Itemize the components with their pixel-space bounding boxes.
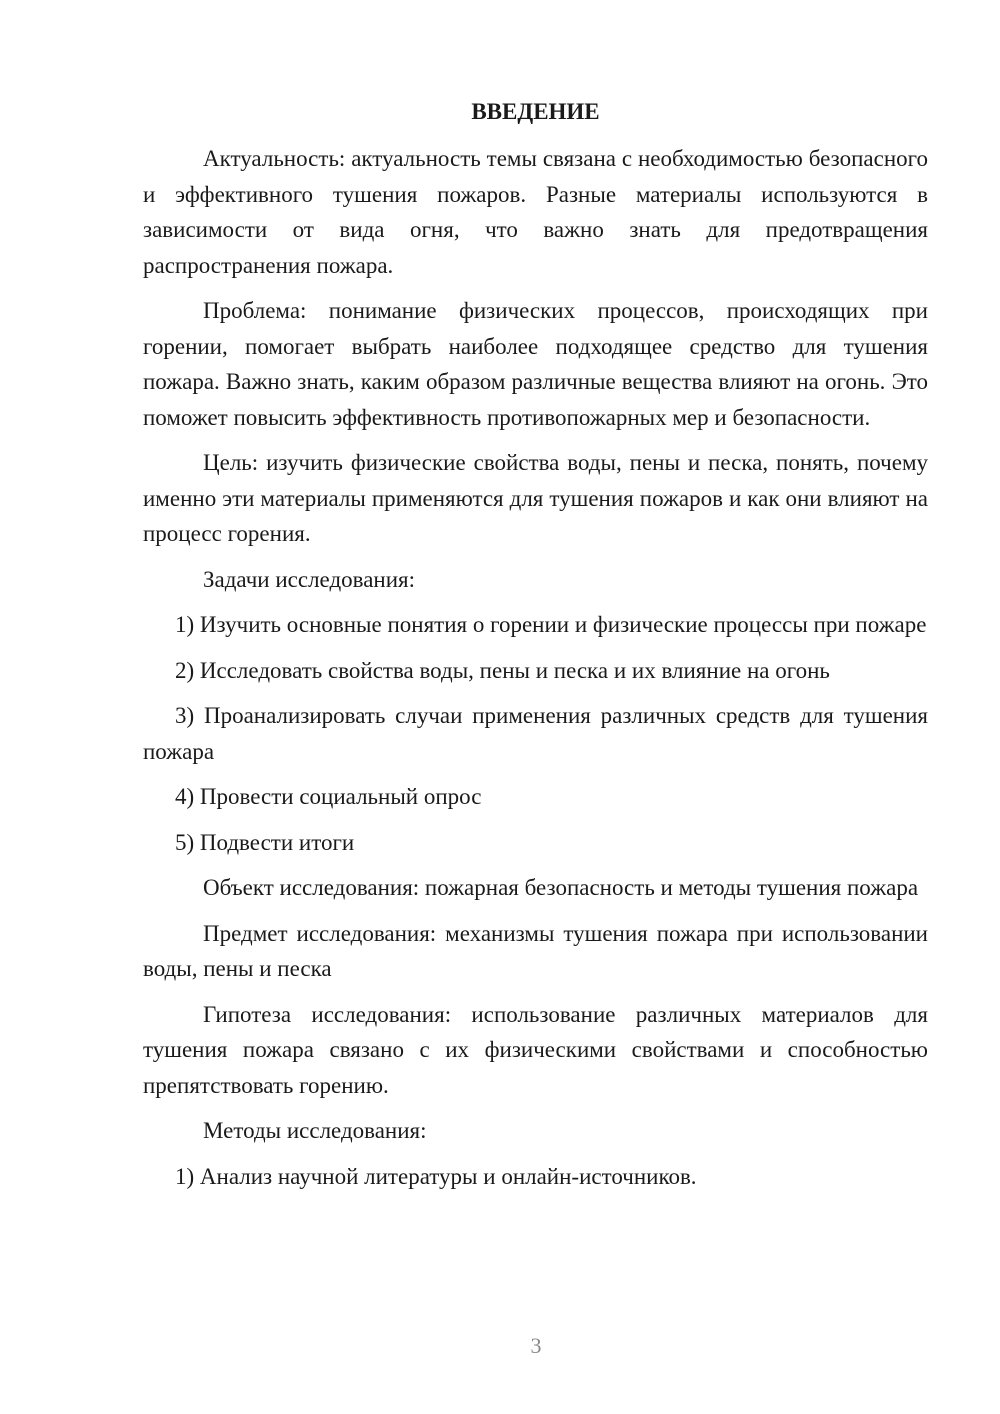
- paragraph-problem: Проблема: понимание физических процессов, происходящих при горении, помогает выбрать наиболее подходящее средство для тушения пожара. Важно знать, каким образом различные вещества влияют на огонь. Это поможет повысить эффективность противопожарных мер и безопасности.: [143, 298, 928, 430]
- task-item-1: 1) Изучить основные понятия о горении и физические процессы при пожаре: [175, 612, 927, 637]
- paragraph-hypothesis: Гипотеза исследования: использование различных материалов для тушения пожара связано с их физическими свойствами и способностью препятствовать горению.: [143, 1001, 928, 1098]
- task-item-3: 3) Проанализировать случаи применения различных средств для тушения пожара: [143, 703, 928, 764]
- page-content: [143, 94, 928, 1204]
- paragraph-subject: Предмет исследования: механизмы тушения пожара при использовании воды, пены и песка: [143, 920, 928, 981]
- section-title: ВВЕДЕНИЕ: [471, 99, 600, 124]
- method-item-1: 1) Анализ научной литературы и онлайн-источников.: [175, 1163, 697, 1189]
- tasks-heading: Задачи исследования:: [203, 566, 416, 592]
- task-item-5: 5) Подвести итоги: [175, 829, 355, 855]
- page-number: 3: [530, 1333, 542, 1358]
- task-item-2: 2) Исследовать свойства воды, пены и песка и их влияние на огонь: [175, 657, 830, 683]
- paragraph-relevance: Актуальность: актуальность темы связана с необходимостью безопасного и эффективного тушения пожаров. Разные материалы используются в зависимости от вида огня, что важно знать для предотвращения распространения пожара.: [143, 146, 928, 278]
- paragraph-object: Объект исследования: пожарная безопасность и методы тушения пожара: [203, 875, 919, 900]
- task-item-4: 4) Провести социальный опрос: [175, 784, 482, 809]
- methods-heading: Методы исследования:: [203, 1118, 427, 1143]
- paragraph-goal: Цель: изучить физические свойства воды, пены и песка, понять, почему именно эти материалы применяются для тушения пожаров и как они влияют на процесс горения.: [143, 450, 928, 546]
